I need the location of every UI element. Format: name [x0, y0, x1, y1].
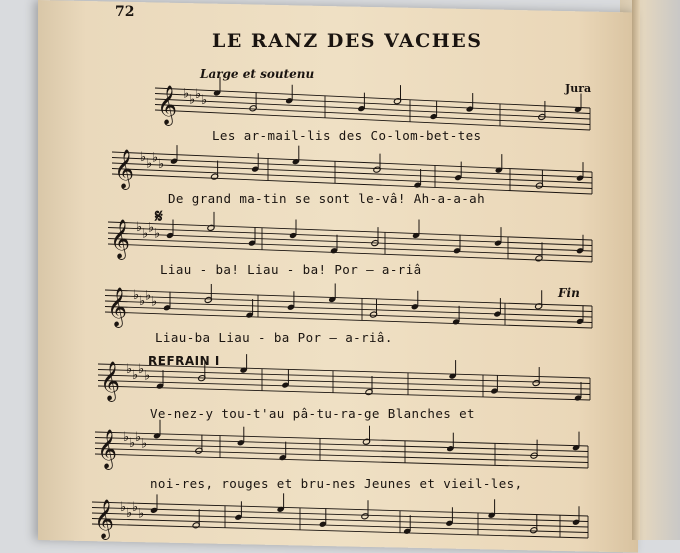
fin-marking: Fin	[558, 286, 580, 300]
flat-sign: ♭	[120, 499, 127, 515]
flat-sign: ♭	[136, 220, 143, 236]
staff-line	[92, 505, 588, 522]
flat-sign: ♭	[126, 361, 133, 377]
staff-line	[95, 429, 588, 446]
flat-sign: ♭	[201, 93, 208, 109]
treble-clef: 𝄞	[100, 361, 121, 401]
flat-sign: ♭	[132, 500, 139, 516]
flat-sign: ♭	[158, 156, 165, 172]
page-number: 72	[115, 4, 135, 20]
treble-clef: 𝄞	[110, 219, 131, 259]
staff-line	[155, 105, 590, 125]
flat-sign: ♭	[138, 506, 145, 522]
treble-clef: 𝄞	[157, 85, 178, 125]
staff-line	[155, 99, 590, 119]
flat-sign: ♭	[139, 294, 146, 310]
lyric-line-3: Liau - ba! Liau - ba! Por — a-riâ	[160, 262, 422, 277]
staff-line	[108, 233, 592, 251]
flat-sign: ♭	[129, 435, 136, 451]
staff-line	[98, 381, 590, 395]
staff-line	[112, 158, 592, 178]
staff-line	[95, 454, 588, 468]
staff-line	[98, 375, 590, 389]
flat-sign: ♭	[133, 287, 140, 303]
flat-sign: ♭	[132, 367, 139, 383]
staff-line	[108, 228, 592, 246]
staff-line	[95, 435, 588, 452]
flat-sign: ♭	[126, 505, 133, 521]
staff-line	[155, 110, 590, 130]
region-label: Jura	[565, 82, 592, 95]
treble-clef: 𝄞	[114, 149, 135, 189]
flat-sign: ♭	[154, 226, 161, 242]
staff-line	[108, 244, 592, 262]
flat-sign: ♭	[142, 226, 149, 242]
staff-line	[95, 449, 588, 463]
staff-line	[108, 222, 592, 240]
tempo-marking: Large et soutenu	[200, 67, 315, 81]
treble-clef: 𝄞	[107, 287, 128, 327]
treble-clef: 𝄞	[97, 429, 118, 469]
staff-line	[92, 524, 588, 538]
flat-sign: ♭	[189, 92, 196, 108]
lyric-line-2: De grand ma-tin se sont le-vâ! Ah-a-a-ah	[168, 191, 486, 206]
staff-line	[98, 386, 590, 400]
flat-sign: ♭	[152, 150, 159, 166]
lyric-line-5: Ve-nez-y tou-t'au pâ-tu-ra-ge Blanches et	[150, 406, 475, 421]
staff-line	[108, 239, 592, 257]
staff-line	[112, 163, 592, 183]
lyric-line-4: Liau-ba Liau - ba Por — a-riâ.	[155, 330, 393, 345]
segno-sign: 𝄋	[155, 206, 163, 227]
flat-sign: ♭	[135, 430, 142, 446]
treble-clef: 𝄞	[94, 499, 115, 539]
staff-line	[112, 152, 592, 172]
flat-sign: ♭	[151, 294, 158, 310]
song-title: LE RANZ DES VACHES	[212, 30, 483, 52]
staff-line	[98, 367, 590, 384]
flat-sign: ♭	[183, 86, 190, 102]
flat-sign: ♭	[145, 288, 152, 304]
flat-sign: ♭	[148, 220, 155, 236]
staff-line	[95, 443, 588, 457]
flat-sign: ♭	[141, 436, 148, 452]
lyric-line-6: noi-res, rouges et bru-nes Jeunes et vieil-les,	[150, 476, 523, 491]
staff-line	[155, 94, 590, 114]
flat-sign: ♭	[144, 368, 151, 384]
flat-sign: ♭	[195, 86, 202, 102]
flat-sign: ♭	[146, 156, 153, 172]
staff-line	[92, 499, 588, 516]
staff-line	[112, 169, 592, 189]
staff-line	[92, 513, 588, 527]
staff-line	[92, 519, 588, 533]
section-label: REFRAIN I	[148, 354, 220, 368]
flat-sign: ♭	[138, 362, 145, 378]
lyric-line-1: Les ar-mail-lis des Co-lom-bet-tes	[212, 128, 482, 143]
flat-sign: ♭	[123, 429, 130, 445]
flat-sign: ♭	[140, 150, 147, 166]
